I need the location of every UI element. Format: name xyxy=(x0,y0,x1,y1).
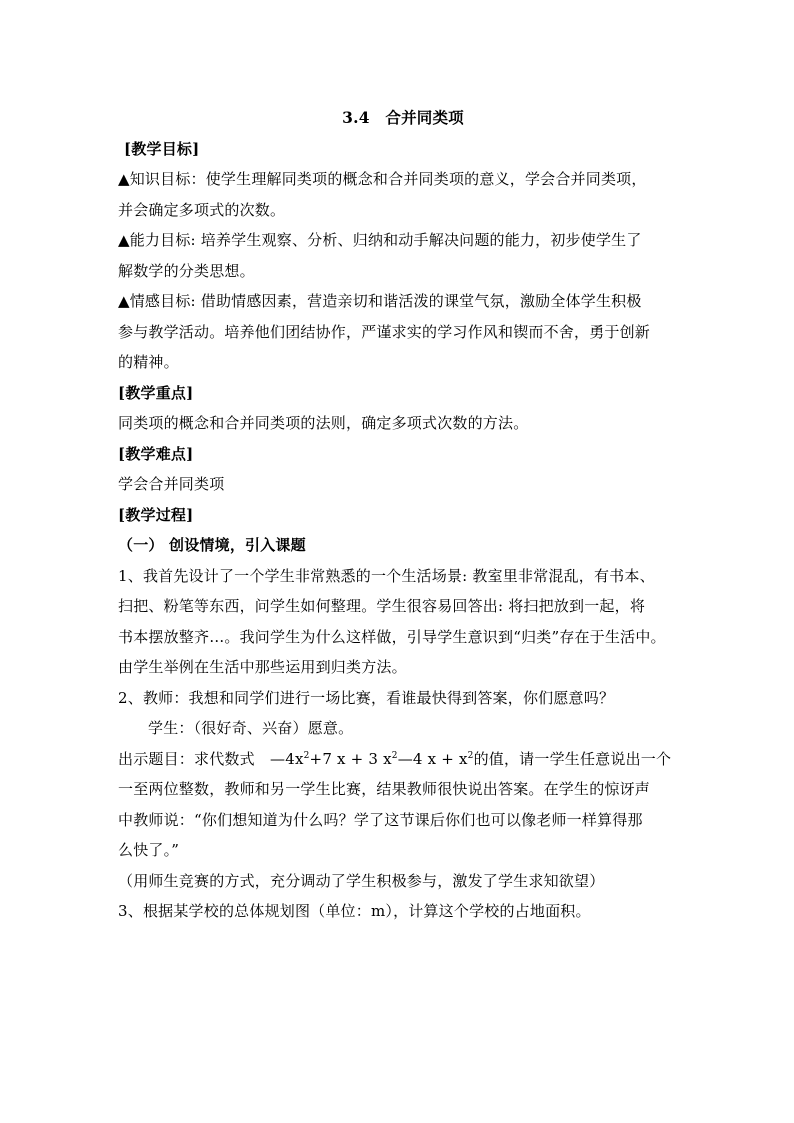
paragraph1-line1: 1、我首先设计了一个学生非常熟悉的一个生活场景: 教室里非常混乱，有书本、 xyxy=(118,566,655,585)
paragraph4-line1: 3、根据某学校的总体规划图（单位：m），计算这个学校的占地面积。 xyxy=(118,902,591,920)
document-page xyxy=(118,103,678,927)
paragraph1-line4: 由学生举例在生活中那些运用到归类方法。 xyxy=(118,658,407,676)
exponent-2: 2 xyxy=(391,750,398,761)
difficulty-text: 学会合并同类项 xyxy=(118,475,225,493)
key-points-heading: [教学重点] xyxy=(118,383,194,402)
objective-knowledge-line2: 并会确定多项式的次数。 xyxy=(118,200,286,219)
objective-emotion-line2: 参与教学活动。培养他们团结协作，严谨求实的学习作风和锲而不舍，勇于创新 xyxy=(118,322,651,341)
paragraph1-line2: 扫把、粉笔等东西，问学生如何整理。学生很容易回答出: 将扫把放到一起，将 xyxy=(118,597,646,615)
part1-heading: （一） 创设情境，引入课题 xyxy=(118,536,306,554)
paragraph3-line2: 一至两位整数，教师和另一学生比赛，结果教师很快说出答案。在学生的惊讶声 xyxy=(118,780,651,798)
paragraph2-line1: 2、教师：我想和同学们进行一场比赛，看谁最快得到答案，你们愿意吗？ xyxy=(118,688,615,707)
objectives-heading: [教学目标] xyxy=(124,139,200,158)
expression-mid1: +7 x + 3 x xyxy=(309,749,392,768)
expression-mid2: —4 x + x xyxy=(397,749,468,768)
key-points-text: 同类项的概念和合并同类项的法则，确定多项式次数的方法。 xyxy=(118,414,529,432)
objective-ability-line2: 解数学的分类思想。 xyxy=(118,261,255,280)
paragraph3-note: （用师生竞赛的方式，充分调动了学生积极参与，激发了学生求知欲望） xyxy=(118,871,605,890)
exponent-3: 2 xyxy=(467,750,474,761)
page-title: 3.4 合并同类项 xyxy=(342,108,464,127)
objective-emotion-line3: 的精神。 xyxy=(118,353,179,371)
paragraph3-line3: 中教师说：“你们想知道为什么吗？学了这节课后你们也可以像老师一样算得那 xyxy=(118,810,643,829)
process-heading: [教学过程] xyxy=(118,505,194,524)
paragraph2-line2: 学生：（很好奇、兴奋）愿意。 xyxy=(148,719,354,737)
expression-suffix: 的值，请一学生任意说出一个 xyxy=(473,749,672,768)
paragraph3-line4: 么快了。” xyxy=(118,841,180,859)
objective-knowledge-line1: ▲知识目标：使学生理解同类项的概念和合并同类项的意义，学会合并同类项， xyxy=(118,170,647,188)
paragraph3-line1 xyxy=(118,744,678,775)
expression-prefix: 出示题目：求代数式 —4x xyxy=(118,749,304,768)
difficulty-heading: [教学难点] xyxy=(118,444,194,463)
objective-ability-line1: ▲能力目标: 培养学生观察、分析、归纳和动手解决问题的能力，初步使学生了 xyxy=(118,231,642,249)
paragraph1-line3: 书本摆放整齐…。我问学生为什么这样做，引导学生意识到“归类”存在于生活中。 xyxy=(118,627,666,646)
objective-emotion-line1: ▲情感目标: 借助情感因素，营造亲切和谐活泼的课堂气氛，激励全体学生积极 xyxy=(118,292,642,310)
exponent-1: 2 xyxy=(303,750,310,761)
